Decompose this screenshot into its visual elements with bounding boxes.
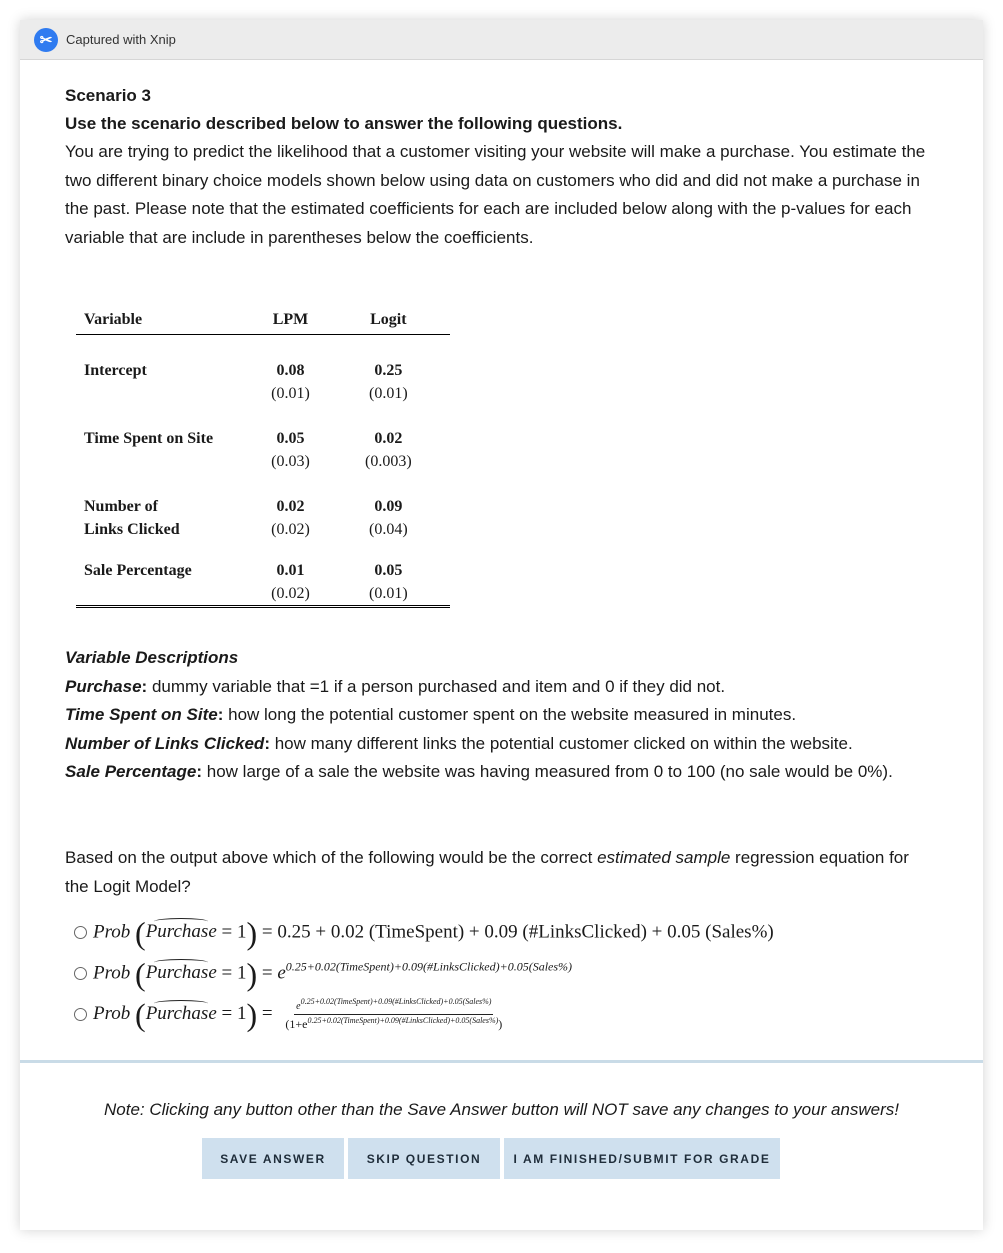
regression-results-table <box>76 306 450 608</box>
titlebar-text: Captured with Xnip <box>66 32 176 47</box>
scenario-block <box>65 82 935 252</box>
variable-descriptions <box>65 644 935 787</box>
radio-button[interactable] <box>74 1008 87 1021</box>
radio-button[interactable] <box>74 967 87 980</box>
row-label: Time Spent on Site <box>84 430 214 447</box>
option-3-equation: Prob (Purchase = 1) = $\frac{e^{0.25+0.02(TimeSpent)+0.09(\#LinksClicked)+0.05(Sales\%)}}{(1+e^{0.25+0.02(TimeSpent)+0.09(\#LinksClicked)+0.05(Sales\%)})}$ <box>93 996 503 1033</box>
header-lpm: LPM <box>272 311 309 328</box>
footer-note: Note: Clicking any button other than the Save Answer button will NOT save any changes to your answers! <box>103 1100 899 1119</box>
description-item: Number of Links Clicked: how many different links the potential customer clicked on within the website. <box>65 733 853 753</box>
table-row <box>76 359 450 405</box>
capture-titlebar <box>20 20 983 60</box>
row-label: Sale Percentage <box>84 562 192 579</box>
scenario-instruction: Use the scenario described below to answer the following questions. <box>65 114 623 133</box>
quiz-window <box>20 20 983 1230</box>
description-item: Time Spent on Site: how long the potential customer spent on the website measured in minutes. <box>65 705 797 724</box>
answer-option-3[interactable] <box>74 994 954 1035</box>
logit-cell: 0.05 (0.01) <box>369 562 408 602</box>
table-header-row <box>76 306 450 335</box>
option-1-equation: Prob (Purchase = 1) = 0.25 + 0.02 (TimeSpent) + 0.09 (#LinksClicked) + 0.05 (Sales%) <box>93 914 774 951</box>
question-text: Based on the output above which of the following would be the correct estimated sample regression equation for the Logit Model? <box>65 848 909 896</box>
header-logit: Logit <box>370 311 407 328</box>
scenario-description: You are trying to predict the likelihood that a customer visiting your website will make a purchase. You estimate the two different binary choice models shown below using data on customers who did and did not make a purchase in the past. Please note that the estimated coefficients for each are included below along with the p-values for each variable that are include in parentheses below the coefficients. <box>65 142 926 247</box>
submit-for-grade-button[interactable]: I AM FINISHED/SUBMIT FOR GRADE <box>504 1138 780 1179</box>
table-row <box>76 495 450 541</box>
xnip-logo-icon: ✂ <box>34 28 58 52</box>
descriptions-title: Variable Descriptions <box>65 648 239 667</box>
skip-question-button[interactable]: SKIP QUESTION <box>348 1138 500 1179</box>
fraction: $\frac{e^{0.25+0.02(TimeSpent)+0.09(\#LinksClicked)+0.05(Sales\%)}}{(1+e^{0.25+0.02(TimeSpent)+0.09(\#LinksClicked)+0.05(Sales\%)})}$ <box>285 997 503 1031</box>
option-2-equation: Prob (Purchase = $1) = e^{0.25+0.02(TimeSpent)+0.09(\#LinksClicked)+0.05(Sales\%)}$ <box>93 955 573 992</box>
row-label: Intercept <box>84 362 147 379</box>
lpm-cell: 0.08 (0.01) <box>271 362 310 402</box>
lpm-cell: 0.02 (0.02) <box>271 498 310 538</box>
lpm-cell: 0.05 (0.03) <box>271 430 310 470</box>
footer-divider <box>20 1060 983 1063</box>
radio-button[interactable] <box>74 926 87 939</box>
answer-option-1[interactable] <box>74 912 954 953</box>
table-row <box>76 427 450 473</box>
logit-cell: 0.09 (0.04) <box>369 498 408 538</box>
answer-option-2[interactable] <box>74 953 954 994</box>
save-answer-button[interactable]: SAVE ANSWER <box>202 1138 344 1179</box>
action-buttons <box>202 1138 780 1179</box>
lpm-cell: 0.01 (0.02) <box>271 562 310 602</box>
logit-cell: 0.02 (0.003) <box>365 430 412 470</box>
scenario-title: Scenario 3 <box>65 86 151 105</box>
description-item: Sale Percentage: how large of a sale the website was having measured from 0 to 100 (no sale would be 0%). <box>65 762 893 781</box>
description-item: Purchase: dummy variable that =1 if a person purchased and item and 0 if they did not. <box>65 676 726 696</box>
header-variable: Variable <box>84 311 143 328</box>
logit-cell: 0.25 (0.01) <box>369 362 408 402</box>
answer-options <box>74 912 954 1035</box>
row-label: Number of Links Clicked <box>84 498 180 538</box>
table-row <box>76 559 450 608</box>
